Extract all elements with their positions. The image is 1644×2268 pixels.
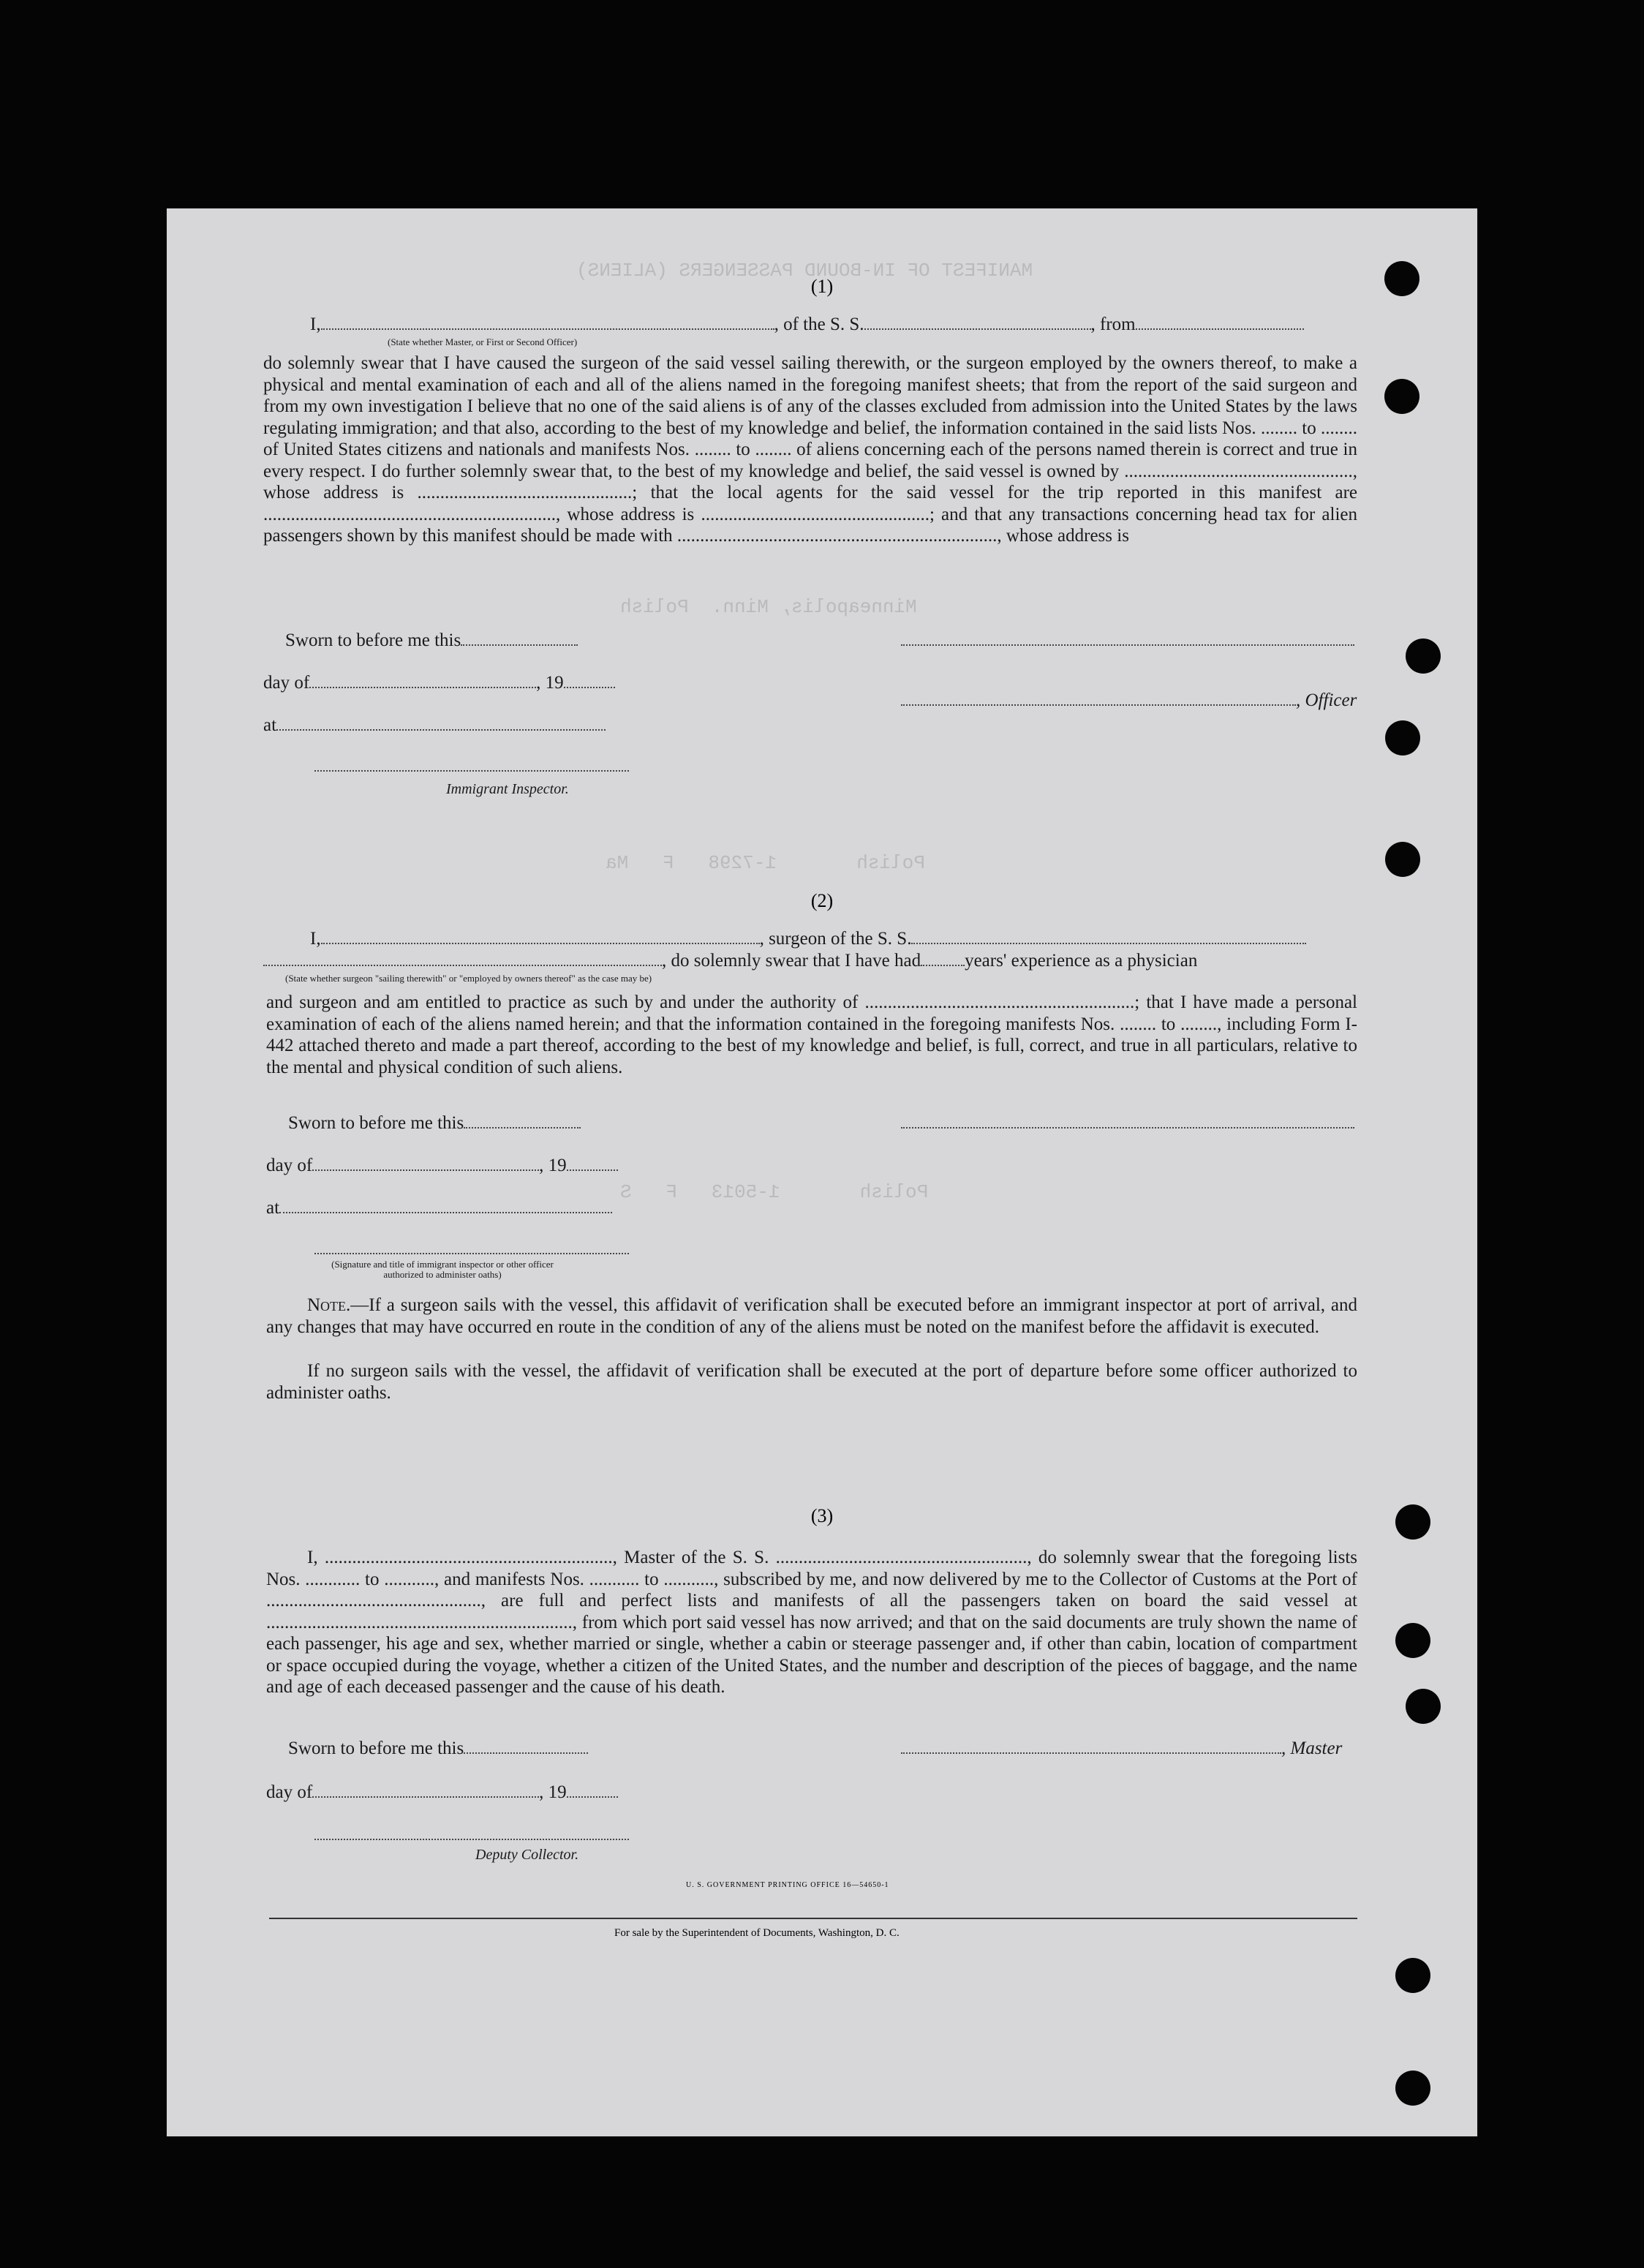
punch-hole <box>1395 2071 1430 2106</box>
punch-hole <box>1406 1689 1441 1724</box>
signature-line <box>901 1113 1354 1134</box>
section-number: (1) <box>810 276 834 297</box>
oath-text: do solemnly swear that I have caused the surgeon of the said vessel sailing therewith, or the surgeon employed by the owners thereof, to make a physical and mental examination of each and all of the aliens named in the foregoing manifest sheets; that from the report of the said surgeon and from my own investigation I believe that no one of the said aliens is of any of the classes excluded from admission into the United States by the laws regulating immigration; and that also, according to the best of my knowledge and belief, the information contained in the said lists Nos. ........ to ........ of United States citizens and nationals and manifests Nos. ........ to ........ of aliens concerning each of the persons named therein is correct and true in every respect. I do further solemnly swear that, to the best of my knowledge and belief, the said vessel is owned by .................................................., whose address is ...............................................; that the local agents for the said vessel for the trip reported in this manifest are ................................................................, whose address is ..................................................; and that any transactions concerning head tax for alien passengers shown by this manifest should be made with ......................................................................, whose address is <box>263 353 1357 546</box>
collector-signature-line <box>314 1825 629 1845</box>
surgeon-oath-text: and surgeon and am entitled to practice as such by and under the authority of ...........................................................; that I have made a personal examination of each of the aliens named herein; and that the information contained in the foregoing manifests Nos. ........ to ........, including Form I-442 attached thereto and made a part thereof, according to the best of my knowledge and belief, is full, correct, and true in all particulars, relative to the mental and physical condition of such aliens. <box>266 992 1357 1077</box>
day-line: day of , 19 <box>266 1782 618 1803</box>
bleed-through: Polish 1-5013 F S <box>620 1181 929 1203</box>
punch-hole <box>1395 1958 1430 1993</box>
document-page <box>167 208 1477 2136</box>
note-paragraph: If no surgeon sails with the vessel, the affidavit of verification shall be executed at the port of departure before some officer authorized to administer oaths. <box>266 1361 1357 1403</box>
punch-hole <box>1395 1623 1430 1658</box>
sworn-line: Sworn to before me this <box>288 1113 581 1134</box>
bleed-through: Polish 1-7298 F Ma <box>606 852 925 874</box>
bleed-through: Minneapolis, Minn. Polish <box>620 596 917 618</box>
at-line: at <box>263 715 606 736</box>
sworn-line: Sworn to before me this <box>285 630 578 651</box>
officer-signature: , Officer <box>901 690 1357 711</box>
punch-hole <box>1384 379 1419 414</box>
note-paragraph: Note.—If a surgeon sails with the vessel, this affidavit of verification shall be executed before an immigrant inspector at port of arrival, and any changes that may have occurred en route in the condition of any of the aliens must be noted on the manifest before the affidavit is executed. <box>266 1295 1357 1337</box>
footer-note: For sale by the Superintendent of Documents, Washington, D. C. <box>614 1927 900 1939</box>
inspector-signature-line <box>314 1239 629 1259</box>
officer-line: I, , of the S. S. , from <box>310 314 1304 335</box>
bleed-through: MANIFEST OF IN-BOUND PASSENGERS (ALIENS) <box>576 260 1033 282</box>
section-number: (3) <box>810 1505 834 1526</box>
master-oath-text: I, ..............................................................., Master of the S. S. ......................................................., do solemnly swear that the foregoing lists Nos. ............ to ..........., and manifests Nos. ........... to ..........., subscribed by me, and now delivered by me to the Collector of Customs at the Port of ..............................................., are full and perfect lists and manifests of all the passengers taken on board the said vessel at ..................................................................., from which port said vessel has now arrived; and that on the said documents are truly shown the name of each passenger, his age and sex, whether married or single, whether a cabin or steerage passenger and, if other than cabin, location of compartment or space occupied during the voyage, whether a citizen of the United States, and the number and description of the pieces of baggage, and the name and age of each deceased passenger and the cause of his death. <box>266 1548 1357 1697</box>
inspector-title: Immigrant Inspector. <box>446 781 569 797</box>
at-line: at <box>266 1198 612 1218</box>
day-line: day of , 19 <box>266 1156 618 1176</box>
inspector-signature-line <box>314 756 629 777</box>
deputy-collector-title: Deputy Collector. <box>475 1847 579 1863</box>
punch-hole <box>1385 720 1420 756</box>
sworn-line: Sworn to before me this <box>288 1738 588 1759</box>
punch-hole <box>1406 638 1441 674</box>
field-caption: (State whether surgeon "sailing therewith" or "employed by owners thereof" as the case may be) <box>285 973 652 984</box>
punch-hole <box>1385 842 1420 877</box>
master-signature: , Master <box>901 1738 1342 1759</box>
surgeon-line: I, , surgeon of the S. S. <box>310 929 1306 949</box>
signature-line <box>901 630 1354 651</box>
field-caption: (State whether Master, or First or Second Officer) <box>388 336 578 347</box>
printer-imprint: U. S. GOVERNMENT PRINTING OFFICE 16—54650-1 <box>686 1881 889 1889</box>
section-number: (2) <box>810 890 834 911</box>
day-line: day of , 19 <box>263 673 615 693</box>
surgeon-experience-line: , do solemnly swear that I have had years' experience as a physician <box>263 951 1197 971</box>
field-caption: (Signature and title of immigrant inspector or other officer authorized to administer oaths) <box>331 1259 554 1280</box>
footer-rule <box>269 1918 1357 1919</box>
